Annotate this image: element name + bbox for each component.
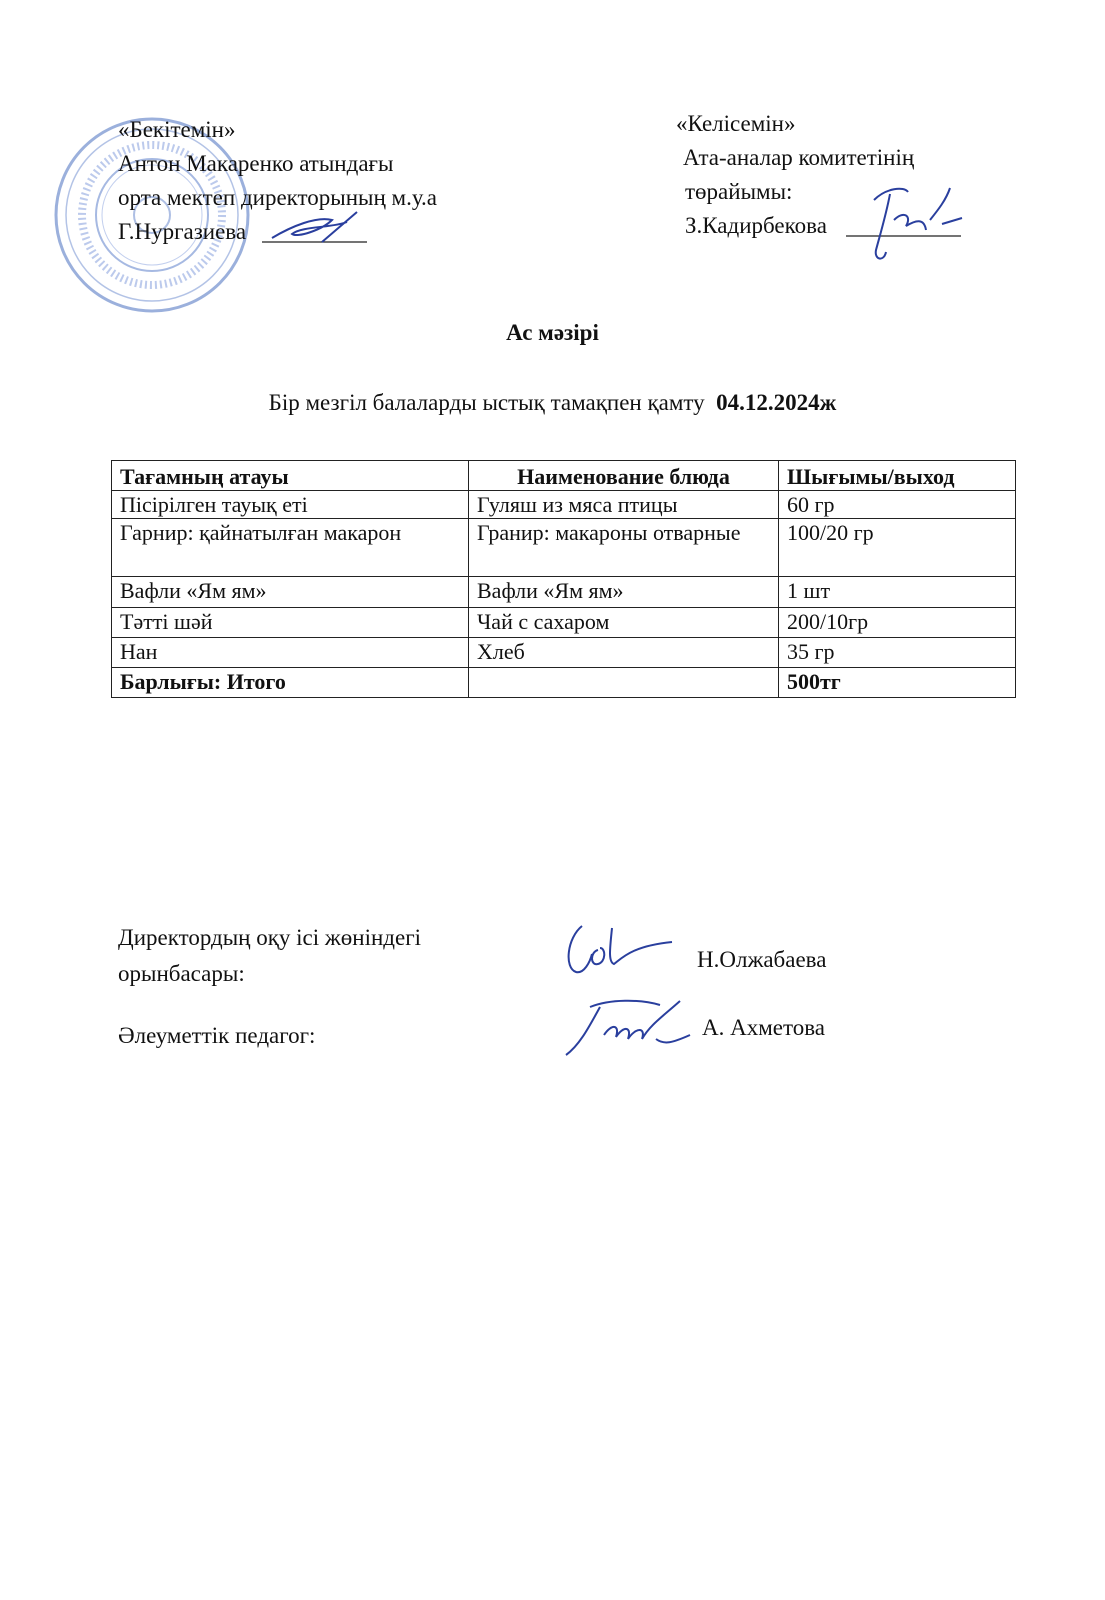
deputy-label-2: орынбасары:	[118, 961, 245, 986]
cell-output: 60 гр	[779, 491, 1016, 519]
social-label: Әлеуметтік педагог:	[118, 1023, 316, 1048]
table-total-row	[112, 668, 1016, 698]
menu-subtitle	[0, 390, 1105, 416]
table-row	[112, 577, 1016, 608]
agree-signer: З.Кадирбекова	[685, 213, 827, 238]
social-signature-icon	[560, 995, 700, 1060]
cell-russian-name: Гранир: макароны отварные	[469, 519, 779, 577]
subtitle-date: 04.12.2024ж	[716, 390, 837, 415]
director-signature-icon	[262, 208, 372, 248]
cell-total-label: Барлығы: Итого	[112, 668, 469, 698]
approve-signer: Г.Нургазиева	[118, 219, 247, 244]
agree-heading: «Келісемін»	[676, 111, 796, 136]
deputy-name: Н.Олжабаева	[697, 947, 827, 972]
approve-heading: «Бекітемін»	[118, 117, 236, 142]
cell-kazakh-name: Нан	[112, 638, 469, 668]
committee-signature-icon	[846, 180, 964, 265]
header-kazakh-name: Тағамның атауы	[112, 461, 469, 491]
table-row	[112, 519, 1016, 577]
cell-russian-name: Хлеб	[469, 638, 779, 668]
deputy-signature-icon	[562, 918, 682, 978]
approve-line-2: орта мектеп директорының м.у.а	[118, 185, 438, 210]
deputy-label-1: Директордың оқу ісі жөніндегі	[118, 925, 422, 950]
cell-kazakh-name: Тәтті шәй	[112, 608, 469, 638]
cell-kazakh-name: Пісірілген тауық еті	[112, 491, 469, 519]
cell-output: 200/10гр	[779, 608, 1016, 638]
cell-total-value: 500тг	[779, 668, 1016, 698]
agree-line-1: Ата-аналар комитетінің	[683, 145, 915, 170]
table-row	[112, 608, 1016, 638]
header-russian-name: Наименование блюда	[469, 461, 779, 491]
approve-line-1: Антон Макаренко атындағы	[118, 151, 394, 176]
cell-russian-name: Чай с сахаром	[469, 608, 779, 638]
table-header-row	[112, 461, 1016, 491]
menu-title: Ас мәзірі	[506, 320, 599, 345]
menu-table	[111, 460, 1016, 698]
cell-output: 100/20 гр	[779, 519, 1016, 577]
cell-russian-name: Гуляш из мяса птицы	[469, 491, 779, 519]
social-name: А. Ахметова	[702, 1015, 825, 1040]
cell-kazakh-name: Вафли «Ям ям»	[112, 577, 469, 608]
cell-russian-name: Вафли «Ям ям»	[469, 577, 779, 608]
header-output: Шығымы/выход	[779, 461, 1016, 491]
table-row	[112, 491, 1016, 519]
cell-total-empty	[469, 668, 779, 698]
cell-output: 1 шт	[779, 577, 1016, 608]
agree-line-2: төрайымы:	[685, 179, 793, 204]
table-row	[112, 638, 1016, 668]
subtitle-text: Бір мезгіл балаларды ыстық тамақпен қамту	[268, 390, 705, 415]
cell-output: 35 гр	[779, 638, 1016, 668]
cell-kazakh-name: Гарнир: қайнатылған макарон	[112, 519, 469, 577]
